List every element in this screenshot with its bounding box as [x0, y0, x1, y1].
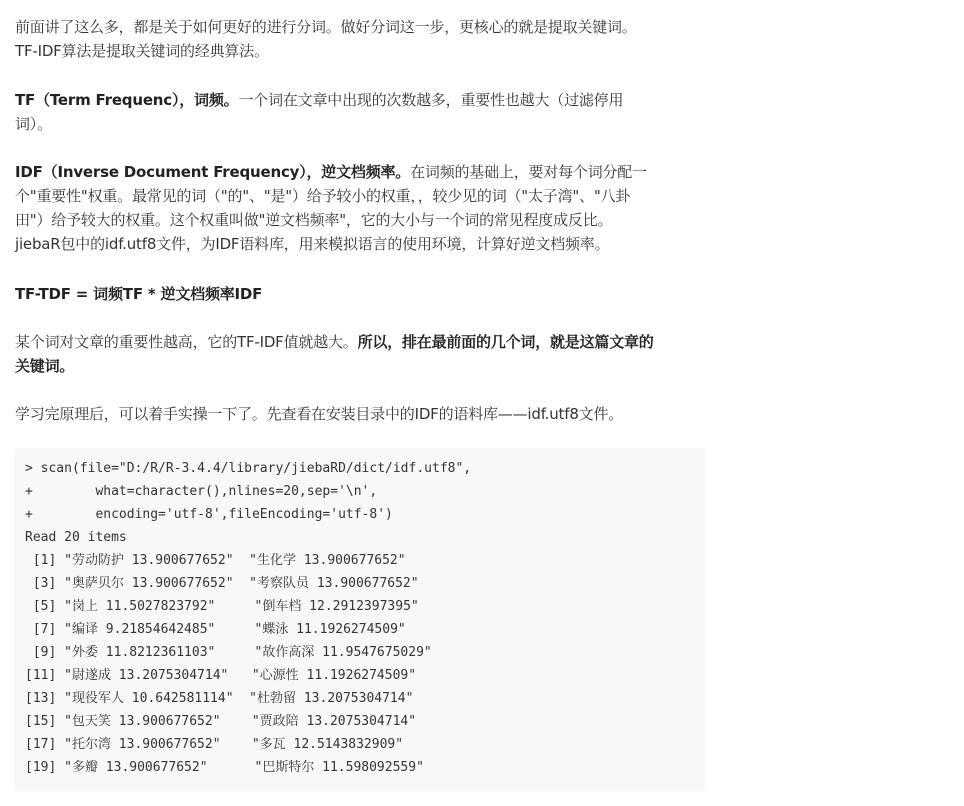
- paragraph-intro: [15, 15, 705, 63]
- code-line: [7] "编译 9.21854642485" "蝶泳 11.1926274509": [25, 622, 406, 637]
- paragraph-practice: [15, 402, 705, 426]
- intro-line-2: TF-IDF算法是提取关键词的经典算法。: [15, 42, 269, 60]
- code-block: [14, 448, 705, 791]
- code-line: [11] "尉遂成 13.2075304714" "心源性 11.1926274509": [25, 668, 417, 683]
- tf-line-2: 词）。: [15, 115, 52, 133]
- paragraph-tf: [15, 88, 705, 136]
- tf-definition: 一个词在文章中出现的次数越多，重要性也越大（过滤停用: [238, 91, 624, 109]
- intro-line-1: 前面讲了这么多，都是关于如何更好的进行分词。做好分词这一步，更核心的就是提取关键词。: [15, 18, 637, 36]
- tfidf-formula: TF-TDF = 词频TF * 逆文档频率IDF: [15, 285, 263, 303]
- paragraph-importance: [15, 330, 705, 378]
- importance-bold-2: 关键词。: [15, 357, 75, 375]
- idf-line-4: jiebaR包中的idf.utf8文件，为IDF语料库，用来模拟语言的使用环境，计算好逆文档频率。: [15, 235, 610, 253]
- code-line: [3] "奥萨贝尔 13.900677652" "考察队员 13.900677652": [25, 576, 419, 591]
- idf-line-2: 个"重要性"权重。最常见的词（"的"、"是"）给予较小的权重，，较少见的词（"太子湾"、"八卦: [15, 187, 631, 205]
- tf-term-bold: TF（Term Frequenc），词频。: [15, 91, 239, 109]
- code-line: + encoding='utf-8',fileEncoding='utf-8'): [25, 507, 393, 522]
- code-line: [5] "岗上 11.5027823792" "倒车档 12.2912397395": [25, 599, 419, 614]
- importance-text: 某个词对文章的重要性越高，它的TF-IDF值就越大。: [15, 333, 358, 351]
- code-line: [13] "现役军人 10.642581114" "杜勃留 13.2075304714": [25, 691, 414, 706]
- idf-line-3: 田"）给予较大的权重。这个权重叫做"逆文档频率"，它的大小与一个词的常见程度成反比。: [15, 211, 613, 229]
- idf-term-bold: IDF（Inverse Document Frequency），逆文档频率。: [15, 163, 411, 181]
- paragraph-formula: [15, 282, 705, 306]
- idf-definition: 在词频的基础上，要对每个词分配一: [410, 163, 647, 181]
- code-line: [9] "外委 11.8212361103" "故作高深 11.9547675029": [25, 645, 432, 660]
- importance-line-1: [15, 330, 705, 354]
- tf-line-1: [15, 88, 705, 112]
- code-line: [19] "多瓣 13.900677652" "巴斯特尔 11.598092559": [25, 760, 424, 775]
- code-line: > scan(file="D:/R/R-3.4.4/library/jiebaRD/dict/idf.utf8",: [25, 461, 472, 476]
- paragraph-idf: [15, 160, 705, 256]
- code-line: + what=character(),nlines=20,sep='\n',: [25, 484, 378, 499]
- importance-bold-1: 所以，排在最前面的几个词，就是这篇文章的: [357, 333, 654, 351]
- code-line: [17] "托尔湾 13.900677652" "多瓦 12.5143832909": [25, 737, 404, 752]
- code-line: Read 20 items: [25, 530, 127, 545]
- practice-line: 学习完原理后，可以着手实操一下了。先查看在安装目录中的IDF的语料库——idf.utf8文件。: [15, 405, 624, 423]
- code-line: [1] "劳动防护 13.900677652" "生化学 13.900677652": [25, 553, 406, 568]
- code-line: [15] "包天笑 13.900677652" "贾政陪 13.2075304714": [25, 714, 417, 729]
- idf-line-1: [15, 160, 705, 184]
